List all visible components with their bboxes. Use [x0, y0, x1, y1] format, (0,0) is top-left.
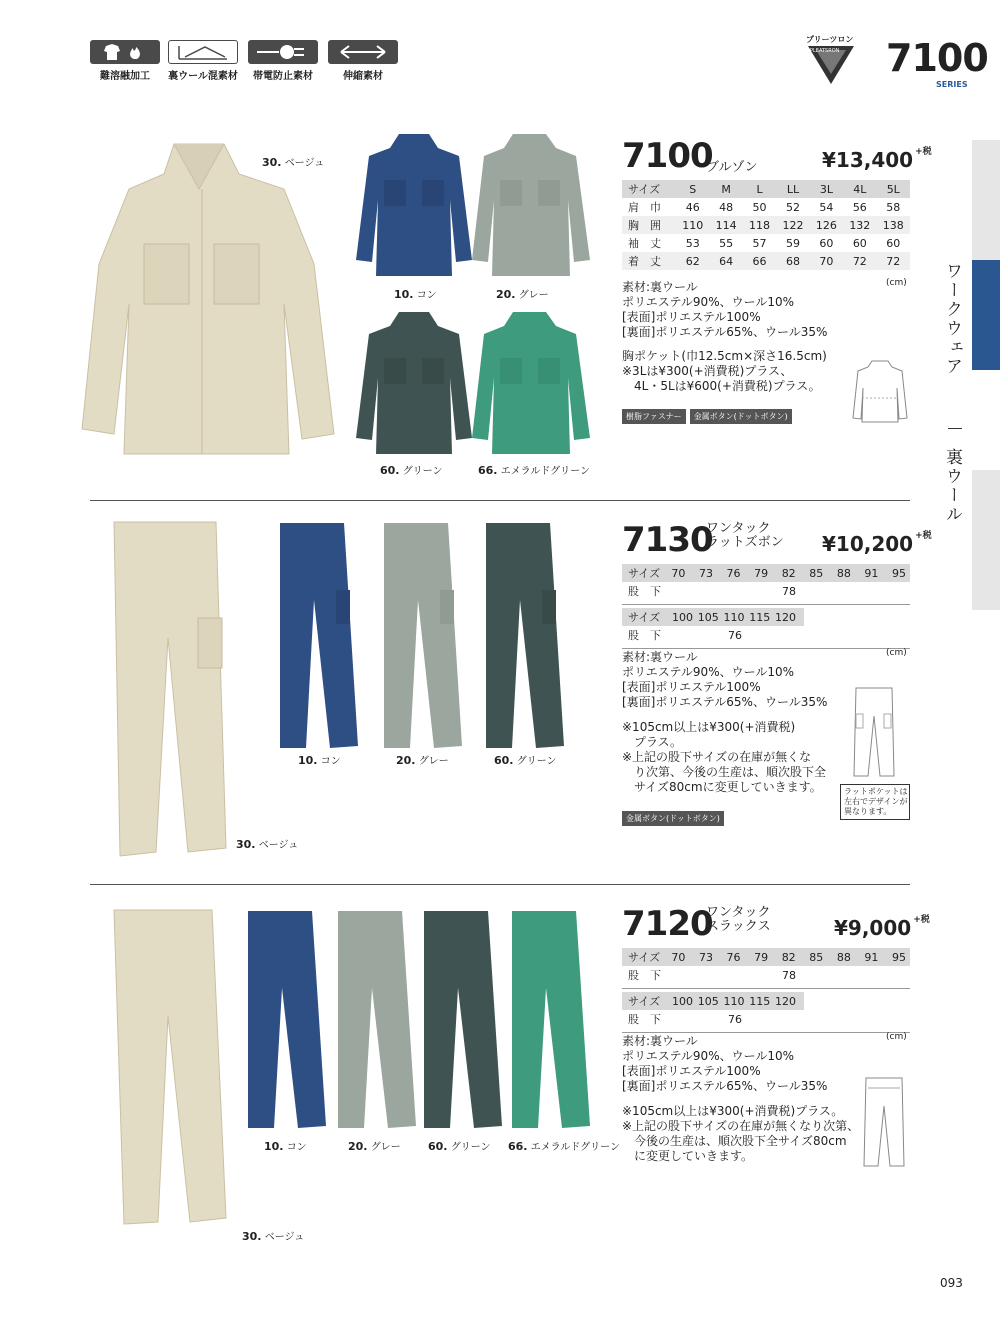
fabric-layer-icon — [168, 40, 238, 64]
caption-green: 60. グリーン — [380, 464, 443, 477]
table-row: 着 丈 62 64 66 68 70 72 72 — [622, 252, 910, 270]
slacks-green-image — [418, 908, 506, 1134]
badge-metal-button: 金属ボタン(ドットボタン) — [622, 811, 724, 826]
inseam-row: 股 下 76 — [628, 1012, 742, 1026]
pants-gray-image — [376, 520, 466, 754]
caption-beige: 30. ベージュ — [236, 838, 299, 851]
page-number: 093 — [940, 1276, 963, 1290]
jacket-green-image — [354, 308, 474, 462]
series-number: 7100 — [886, 36, 988, 80]
side-tab-bg-2 — [972, 470, 1000, 610]
product-name-7130: ワンタック ラットズボン — [706, 521, 784, 550]
feature-stretch — [328, 40, 398, 82]
size-table-7130 — [622, 564, 910, 649]
table-row: 肩 巾 46 48 50 52 54 56 58 — [628, 200, 901, 214]
stretch-arrows-icon — [328, 40, 398, 64]
price-7100: ¥13,400 +税 — [822, 147, 932, 172]
side-tab-sub: 裏ウール — [942, 448, 962, 524]
pants-back-sketch — [852, 686, 896, 782]
size-row: サイズ 70 73 76 79 82 85 88 91 95 — [622, 564, 910, 582]
caption-green: 60. グリーン — [494, 754, 557, 767]
slacks-back-sketch — [862, 1076, 906, 1172]
caption-beige: 30. ベージュ — [262, 156, 325, 169]
brand-logo — [806, 34, 856, 86]
brand-name: プリーツロン — [806, 35, 854, 44]
slacks-gray-image — [332, 908, 420, 1134]
caption-gray: 20. グレー — [348, 1140, 401, 1153]
table-row: 袖 丈 53 55 57 59 60 60 60 — [628, 236, 901, 250]
pants-navy-image — [272, 520, 362, 754]
feature-label: 伸縮素材 — [343, 71, 383, 82]
shirt-flame-icon — [90, 40, 160, 64]
badges-7100 — [622, 404, 796, 424]
product-number-7120: 7120 — [622, 904, 713, 944]
jacket-gray-image — [468, 130, 593, 284]
caption-emerald: 66. エメラルドグリーン — [478, 464, 590, 477]
feature-wool-blend — [168, 40, 238, 82]
product-name-7100: ブルゾン — [706, 160, 758, 175]
jacket-back-sketch — [852, 358, 908, 428]
notes-7100: 胸ポケット(巾12.5cm×深さ16.5cm) ※3Lは¥300(+消費税)プラス、 4L・5Lは¥600(+消費税)プラス。 — [622, 349, 827, 393]
size-table-7100: サイズ S M L LL 3L 4L 5L 肩 巾 46 48 50 52 54 56 58 胸 囲 110 114 118 122 126 132 138 袖 丈 53 55 57 59 60 60 60 着 丈 62 64 66 68 70 72 72 — [622, 180, 910, 270]
badges-7130 — [622, 806, 728, 826]
size-table-7120 — [622, 948, 910, 1033]
unit-7120: (cm) — [886, 1032, 907, 1042]
size-row: サイズ 70 73 76 79 82 85 88 91 95 — [622, 948, 910, 966]
product-number-7100: 7100 — [622, 136, 713, 176]
inseam-row: 股 下 78 — [628, 584, 796, 598]
product-name-7120: ワンタック スラックス — [706, 905, 771, 934]
caption-emerald: 66. エメラルドグリーン — [508, 1140, 620, 1153]
divider — [948, 428, 962, 429]
material-7120: 素材:裏ウール ポリエステル90%、ウール10% [表面]ポリエステル100% [裏面]ポリエステル65%、ウール35% — [622, 1034, 828, 1093]
caption-navy: 10. コン — [394, 288, 437, 301]
series-label: SERIES — [936, 80, 968, 89]
caption-green: 60. グリーン — [428, 1140, 491, 1153]
feature-antistatic — [248, 40, 318, 82]
price-7120: ¥9,000 +税 — [834, 915, 930, 940]
inseam-row: 股 下 76 — [628, 628, 742, 642]
size-row: サイズ 100 105 110 115 120 — [622, 992, 804, 1010]
brand-sub: PLEATSRON — [810, 48, 840, 54]
pants-green-image — [478, 520, 568, 754]
side-tab-active[interactable] — [972, 260, 1000, 370]
inseam-row: 股 下 78 — [628, 968, 796, 982]
unit-7130: (cm) — [886, 648, 907, 658]
caption-navy: 10. コン — [298, 754, 341, 767]
pocket-note-7130: ラットポケットは 左右でデザインが 異なります。 — [840, 784, 910, 820]
caption-beige: 30. ベージュ — [242, 1230, 305, 1243]
notes-7120: ※105cm以上は¥300(+消費税)プラス。 ※上記の股下サイズの在庫が無くなり次第、 今後の生産は、順次股下全サイズ80cm に変更していきます。 — [622, 1104, 860, 1163]
pants-beige-image — [100, 518, 230, 862]
slacks-emerald-image — [506, 908, 594, 1134]
table-row: 胸 囲 110 114 118 122 126 132 138 — [622, 216, 910, 234]
price-7130: ¥10,200 +税 — [822, 531, 932, 556]
size-row: サイズ 100 105 110 115 120 — [622, 608, 804, 626]
section-divider — [90, 884, 910, 885]
material-7100: 素材:裏ウール ポリエステル90%、ウール10% [表面]ポリエステル100% [裏面]ポリエステル65%、ウール35% — [622, 280, 828, 339]
jacket-navy-image — [354, 130, 474, 284]
slacks-beige-image — [100, 906, 230, 1230]
product-number-7130: 7130 — [622, 520, 713, 560]
section-divider — [90, 500, 910, 501]
feature-flame-resistant — [90, 40, 160, 82]
slacks-navy-image — [242, 908, 330, 1134]
unit-7100: (cm) — [886, 278, 907, 288]
jacket-emerald-image — [468, 308, 593, 462]
notes-7130: ※105cm以上は¥300(+消費税) プラス。 ※上記の股下サイズの在庫が無くな り次第、今後の生産は、順次股下全 サイズ80cmに変更していきます。 — [622, 720, 827, 794]
badge-resin-zipper: 樹脂ファスナー — [622, 409, 686, 424]
feature-label: 難溶融加工 — [100, 71, 150, 82]
feature-label: 帯電防止素材 — [253, 71, 313, 82]
caption-gray: 20. グレー — [496, 288, 549, 301]
side-tab-category: ワークウェア — [942, 262, 962, 376]
badge-metal-button: 金属ボタン(ドットボタン) — [690, 409, 792, 424]
caption-navy: 10. コン — [264, 1140, 307, 1153]
plug-icon — [248, 40, 318, 64]
material-7130: 素材:裏ウール ポリエステル90%、ウール10% [表面]ポリエステル100% [裏面]ポリエステル65%、ウール35% — [622, 650, 828, 709]
feature-label: 裏ウール混素材 — [168, 71, 238, 82]
jacket-beige-image — [74, 134, 344, 478]
caption-gray: 20. グレー — [396, 754, 449, 767]
